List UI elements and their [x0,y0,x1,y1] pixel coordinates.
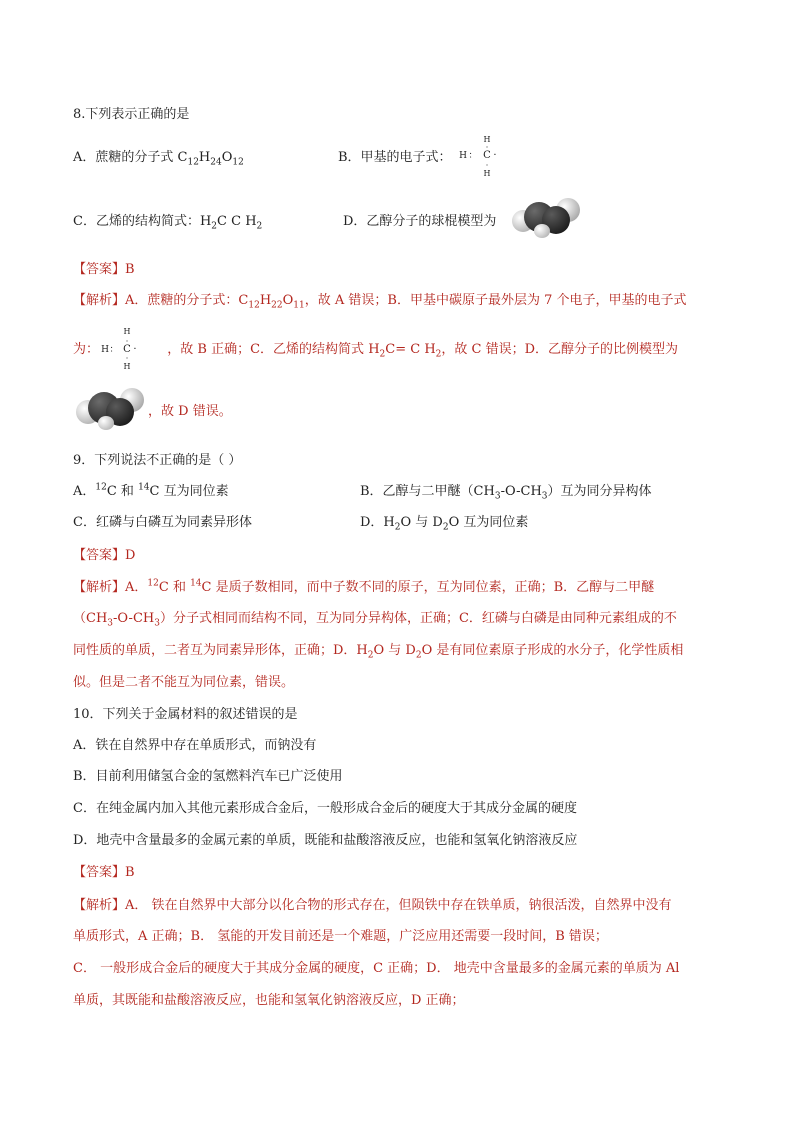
q10-explanation-line-2: 单质形式，A 正确；B． 氢能的开发目前还是一个难题，广泛应用还需要一段时间，B 错误； [73,929,608,944]
ethanol-space-filling-model [76,386,146,432]
q10-explanation-line-4: 单质，其既能和盐酸溶液反应，也能和氢氧化钠溶液反应，D 正确； [73,993,465,1008]
q9-answer: 【答案】D [73,548,136,563]
q8-stem: 8.下列表示正确的是 [73,107,190,122]
q10-explanation-line-3: C． 一般形成合金后的硬度大于其成分金属的硬度，C 正确；D． 地壳中含量最多的金属元素的单质为 Al [73,961,680,976]
q9-explanation-line-3: 同性质的单质，二者互为同素异形体，正确；D．$H_2O$ 与 $D_2O$ 是有同位素原子形成的水分子，化学性质相 [73,643,684,661]
q10-answer: 【答案】B [73,865,135,880]
q9-option-d: D．$H_2O$ 与 $D_2O$ 互为同位素 [360,515,529,533]
methyl-electron-formula-explanation: H H ： C · · · H [101,327,137,371]
q10-option-b: B．目前利用储氢合金的氢燃料汽车已广泛使用 [73,769,343,784]
q8-option-a: A．蔗糖的分子式 $C_{12}H_{24}O_{12}$ [73,150,244,168]
q9-option-c: C．红磷与白磷互为同素异形体 [73,515,252,530]
q9-stem: 9．下列说法不正确的是（ ） [73,453,242,468]
q8-explanation-line-1: 【解析】A．蔗糖的分子式：$C_{12}H_{22}O_{11}$，故 A 错误；B．甲基中碳原子最外层为 7 个电子，甲基的电子式 [73,293,687,311]
q8-answer: 【答案】B [73,262,135,277]
q9-option-b: B．乙醇与二甲醚$(CH_3-O-CH_3)$互为同分异构体 [360,484,652,502]
q10-option-d: D．地壳中含量最多的金属元素的单质，既能和盐酸溶液反应，也能和氢氧化钠溶液反应 [73,833,578,848]
q9-explanation-line-1: 【解析】A．$^{12}$C 和 $^{14}$C 是质子数相同，而中子数不同的原子，互为同位素，正确；B．乙醇与二甲醚 [73,578,655,595]
q9-option-a: A．$^{12}$C 和 $^{14}$C 互为同位素 [73,482,229,499]
q8-explanation-line-2: 为： ，故 B 正确；C．乙烯的结构简式 $H_2C= C$ $H_2$，故 C 错误；D．乙醇分子的比例模型为 [73,342,679,360]
q10-explanation-line-1: 【解析】A． 铁在自然界中大部分以化合物的形式存在，但陨铁中存在铁单质，钠很活泼，自然界中没有 [73,898,672,913]
q10-option-a: A．铁在自然界中存在单质形式，而钠没有 [73,738,317,753]
q10-option-c: C．在纯金属内加入其他元素形成合金后，一般形成合金后的硬度大于其成分金属的硬度 [73,801,577,816]
q8-option-c: C．乙烯的结构简式：$H_2C$ C $H_2$ [73,214,263,232]
q8-option-b: B．甲基的电子式： [338,150,452,165]
q9-explanation-line-2: $(CH_3-O-CH_3)$分子式相同而结构不同，互为同分异构体，正确；C．红磷与白磷是由同种元素组成的不 [73,611,677,629]
ethanol-ball-stick-model [510,196,582,240]
q8-explanation-line-3: ，故 D 错误。 [148,404,232,419]
q8-option-d: D．乙醇分子的球棍模型为 [343,214,497,229]
q10-stem: 10．下列关于金属材料的叙述错误的是 [73,707,298,722]
q9-explanation-line-4: 似。但是二者不能互为同位素，错误。 [73,675,295,690]
methyl-electron-formula: H H ： C · · · H [459,135,497,178]
